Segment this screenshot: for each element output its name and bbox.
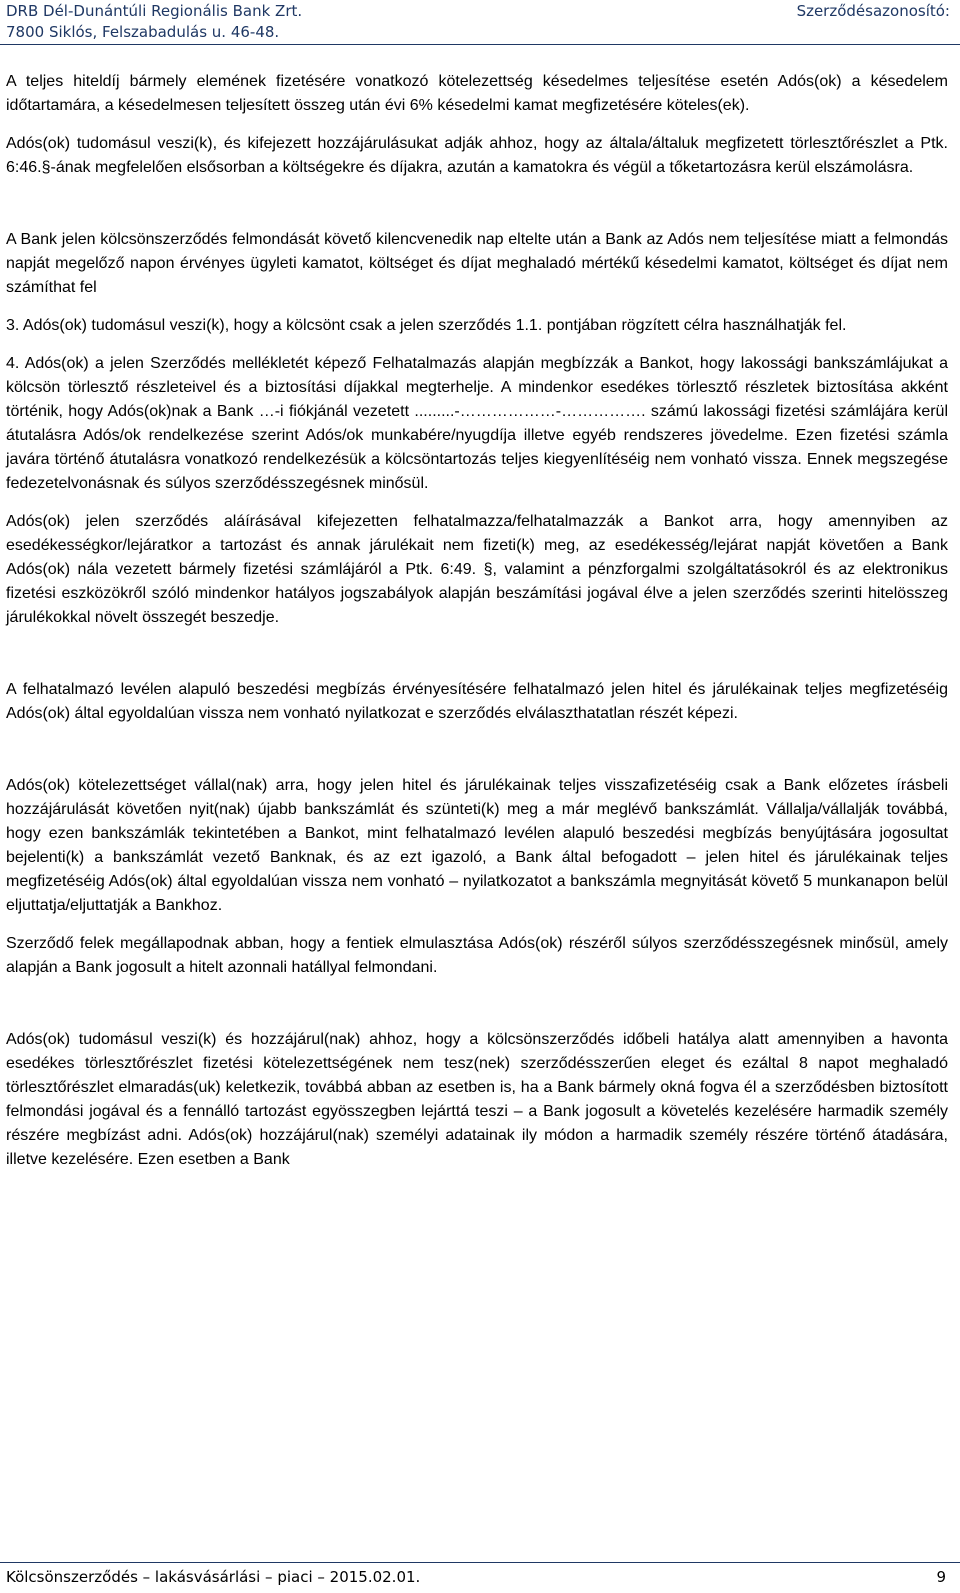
page-footer [0, 1562, 960, 1593]
paragraph-account-obligation: Adós(ok) kötelezettséget vállal(nak) arra, hogy jelen hitel és járulékainak teljes visszafizetéséig csak a Bank előzetes írásbeli hozzájárulását követően nyit(nak) újabb bankszámlát és szünteti(k) meg a már meglévő bankszámlát. Vállalja/vállalják továbbá, hogy ezen bankszámlák tekintetében a Bankot, mint felhatalmazó levélen alapuló beszedési megbízás benyújtására jogosultat bejelenti(k) a bankszámlát vezető Banknak, és az ezt igazoló, a Bank által befogadott – jelen hitel és járulékainak teljes megfizetéséig Adós(ok) által egyoldalúan vissza nem vonható – nyilatkozatot a bankszámla megnyitását követő 5 munkanapon belül eljuttatja/eljuttatják a Bankhoz. [6, 777, 948, 914]
paragraph-payment-order: Adós(ok) tudomásul veszi(k), és kifejezett hozzájárulásukat adják ahhoz, hogy az általa/általuk megfizetett törlesztőrészlet a Ptk. 6:46.§-ának megfelelően elsősorban a költségekre és díjakra, azután a kamatokra és végül a tőketartozásra kerül elszámolásra. [6, 135, 948, 176]
paragraph-breach-of-contract: Szerződő felek megállapodnak abban, hogy a fentiek elmulasztása Adós(ok) részéről súlyos szerződésszegésnek minősül, amely alapján a Bank jogosult a hitelt azonnali hatállyal felmondani. [6, 935, 948, 976]
footer-divider [0, 1562, 960, 1563]
page-header [0, 0, 960, 46]
page-number: 9 [936, 1568, 946, 1586]
paragraph-late-interest: A teljes hiteldíj bármely elemének fizetésére vonatkozó kötelezettség késedelmes teljesítése esetén Adós(ok) a késedelem időtartamára, a késedelmesen teljesített összeg után évi 6% késedelmi kamat megfizetésére köteles(ek). [6, 73, 948, 114]
header-divider [0, 44, 960, 45]
contract-id-label: Szerződésazonosító: [796, 2, 950, 20]
paragraph-collection-order: A felhatalmazó levélen alapuló beszedési megbízás érvényesítésére felhatalmazó jelen hitel és járulékainak teljes megfizetéséig Adós(ok) által egyoldalúan vissza nem vonható nyilatkozat e szerződés elválaszthatatlan részét képezi. [6, 681, 948, 722]
bank-name: DRB Dél-Dunántúli Regionális Bank Zrt. [6, 2, 303, 20]
bank-address: 7800 Siklós, Felszabadulás u. 46-48. [6, 23, 280, 41]
paragraph-termination-interest: A Bank jelen kölcsönszerződés felmondását követő kilencvenedik nap eltelte után a Bank az Adós nem teljesítése miatt a felmondás napját megelőző napon érvényes ügyleti kamatot, költséget és díjat meghaladó mértékű késedelmi kamatot, költséget és díjat nem számíthat fel [6, 231, 948, 296]
document-body [6, 70, 948, 1186]
paragraph-4-bank-account: 4. Adós(ok) a jelen Szerződés mellékletét képező Felhatalmazás alapján megbízzák a Bankot, hogy lakossági bankszámlájukat a kölcsön törlesztő részleteivel és a biztosítási díjakkal megterhelje. A mindenkor esedékes törlesztő részletek biztosítása akként történik, hogy Adós(ok)nak a Bank …-i fiókjánál vezetett .........-………………-……………. számú lakossági fizetési számlájára kerül átutalásra Adós/ok rendelkezése szerint Adós/ok munkabére/nyugdíja illetve egyéb rendszeres jövedelme. Ezen fizetési számla javára történő átutalásra vonatkozó rendelkezésük a kölcsöntartozás teljes kiegyenlítéséig nem vonható vissza. Ennek megszegése fedezetelvonásnak és súlyos szerződésszegésnek minősül. [6, 355, 948, 492]
footer-document-title: Kölcsönszerződés – lakásvásárlási – piaci – 2015.02.01. [6, 1568, 421, 1586]
paragraph-third-party-handling: Adós(ok) tudomásul veszi(k) és hozzájárul(nak) ahhoz, hogy a kölcsönszerződés időbeli hatálya alatt amennyiben a havonta esedékes törlesztőrészlet fizetési kötelezettségének nem tesz(nek) szerződésszerűen eleget és ezáltal 8 napot meghaladó törlesztőrészlet elmaradás(uk) keletkezik, továbbá abban az esetben is, ha a Bank bármely okná fogva él a szerződésben biztosított felmondási jogával és a fennálló tartozást egyösszegben lejárttá teszi – a Bank jogosult a követelés kezelésére harmadik személy részére megbízást adni. Adós(ok) hozzájárul(nak) személyi adatainak ily módon a harmadik személy részére történő átadására, illetve kezelésére. Ezen esetben a Bank [6, 1031, 948, 1168]
paragraph-3-loan-purpose: 3. Adós(ok) tudomásul veszi(k), hogy a kölcsönt csak a jelen szerződés 1.1. pontjában rögzített célra használhatják fel. [6, 317, 847, 334]
paragraph-set-off-authorization: Adós(ok) jelen szerződés aláírásával kifejezetten felhatalmazza/felhatalmazzák a Bankot arra, hogy amennyiben az esedékességkor/lejáratkor a tartozást és annak járulékait nem fizeti(k) meg, az esedékesség/lejárat napját követően a Bank Adós(ok) nála vezetett bármely fizetési számlájáról a Ptk. 6:49. §, valamint a pénzforgalmi szolgáltatásokról és az elektronikus fizetési eszközökről szóló mindenkor hatályos jogszabályok alapján beszámítási jogával élve a jelen szerződés szerinti hitelösszeg járulékokkal növelt összegét beszedje. [6, 513, 948, 626]
